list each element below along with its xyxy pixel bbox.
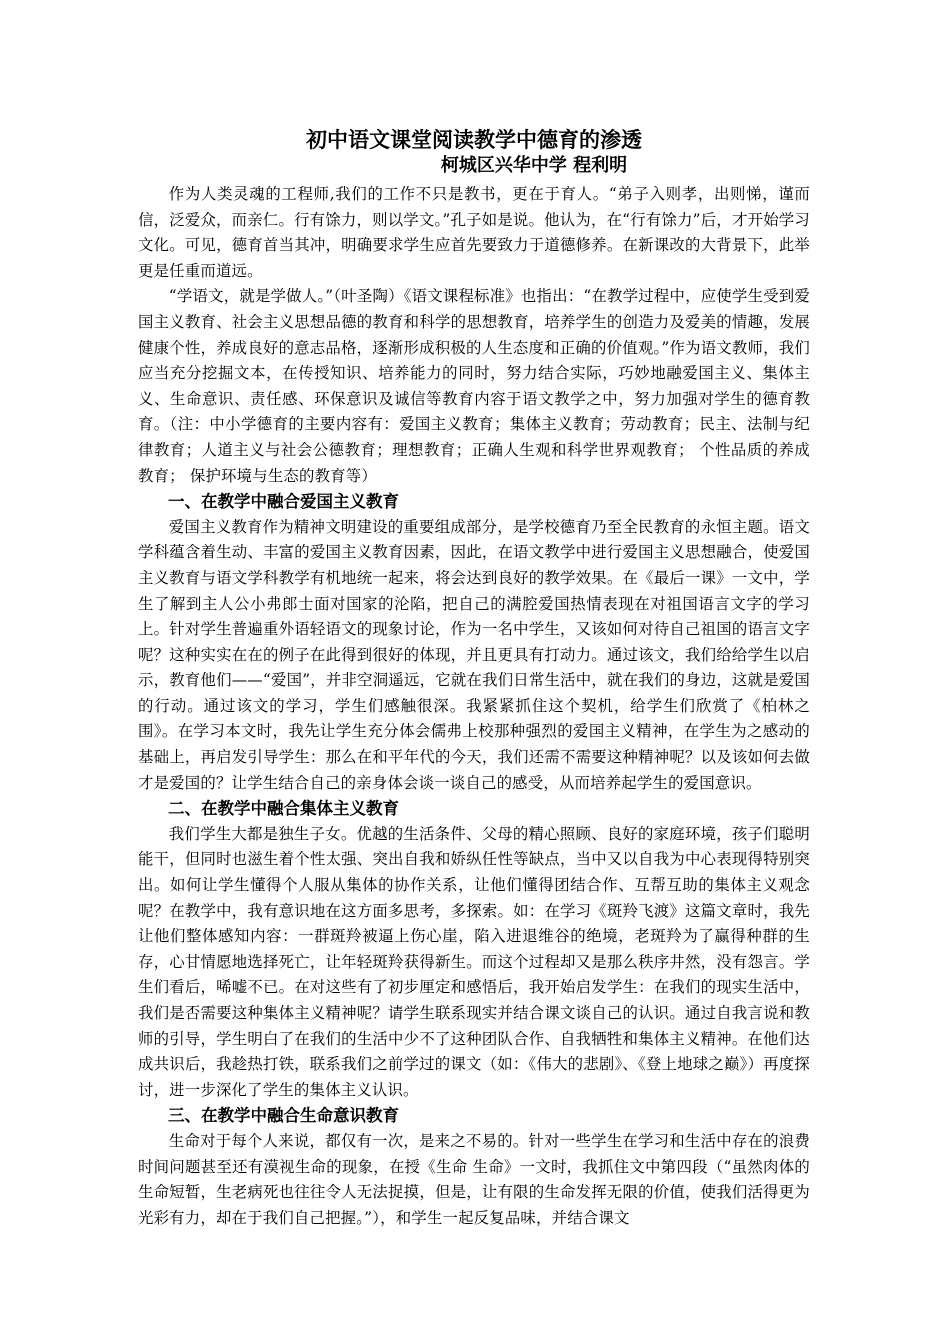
section-heading: 三、在教学中融合生命意识教育 xyxy=(168,1106,399,1126)
section-heading: 二、在教学中融合集体主义教育 xyxy=(168,799,399,819)
document-page xyxy=(138,126,810,1231)
section-heading: 一、在教学中融合爱国主义教育 xyxy=(168,492,399,512)
document-author: 柯城区兴华中学 程利明 xyxy=(440,155,628,176)
section-paragraph: 生命对于每个人来说，都仅有一次，是来之不易的。针对一些学生在学习和生活中存在的浪费时间问题甚至还有漠视生命的现象，在授《生命 生命》一文时，我抓住文中第四段（“虽然肉体的生命短暂，生老病死也往往令人无法捉摸，但是，让有限的生命发挥无限的价值，使我们活得更为光彩有力，却在于我们自己把握。”），和学生一起反复品味，并结合课文 xyxy=(138,1131,810,1227)
intro-paragraph: 作为人类灵魂的工程师,我们的工作不只是教书，更在于育人。“弟子入则孝，出则悌，谨而信，泛爱众，而亲仁。行有馀力，则以学文。”孔子如是说。他认为，在“行有馀力”后，才开始学习文化。可见，德育首当其冲，明确要求学生应首先要致力于道德修养。在新课改的大背景下，此举更是任重而道远。 xyxy=(138,185,810,280)
section-paragraph: 我们学生大都是独生子女。优越的生活条件、父母的精心照顾、良好的家庭环境，孩子们聪明能干，但同时也滋生着个性太强、突出自我和娇纵任性等缺点，当中又以自我为中心表现得特别突出。如何让学生懂得个人服从集体的协作关系，让他们懂得团结合作、互帮互助的集体主义观念呢？在教学中，我有意识地在这方面多思考，多探索。如：在学习《斑羚飞渡》这篇文章时，我先让他们整体感知内容：一群斑羚被逼上伤心崖，陷入进退维谷的绝境，老斑羚为了赢得种群的生存，心甘情愿地选择死亡，让年轻斑羚获得新生。而这个过程却又是那么秩序井然，没有怨言。学生们看后，唏嘘不已。在对这些有了初步厘定和感悟后，我开始启发学生：在我们的现实生活中，我们是否需要这种集体主义精神呢？请学生联系现实并结合课文谈自己的认识。通过自我言说和教师的引导，学生明白了在我们的生活中少不了这种团队合作、自我牺牲和集体主义精神。在他们达成共识后，我趁热打铁，联系我们之前学过的课文（如：《伟大的悲剧》、《登上地球之巅》）再度探讨，进一步深化了学生的集体主义认识。 xyxy=(138,824,810,1099)
document-title: 初中语文课堂阅读教学中德育的渗透 xyxy=(306,127,642,152)
intro-paragraph: “学语文，就是学做人。”（叶圣陶）《语文课程标准》也指出：“在教学过程中，应使学生受到爱国主义教育、社会主义思想品德的教育和科学的思想教育，培养学生的创造力及爱美的情趣，发展健康个性，养成良好的意志品格，逐渐形成积极的人生态度和正确的价值观。”作为语文教师，我们应当充分挖掘文本，在传授知识、培养能力的同时，努力结合实际，巧妙地融爱国主义、集体主义、生命意识、责任感、环保意识及诚信等教育内容于语文教学之中，努力加强对学生的德育教育。（注：中小学德育的主要内容有：爱国主义教育；集体主义教育；劳动教育；民主、法制与纪律教育；人道主义与社会公德教育；理想教育；正确人生观和科学世界观教育； 个性品质的养成教育； 保护环境与生态的教育等） xyxy=(138,287,810,485)
section-paragraph: 爱国主义教育作为精神文明建设的重要组成部分，是学校德育乃至全民教育的永恒主题。语文学科蕴含着生动、丰富的爱国主义教育因素，因此，在语文教学中进行爱国主义思想融合，使爱国主义教育与语文学科教学有机地统一起来，将会达到良好的教学效果。在《最后一课》一文中，学生了解到主人公小弗郎士面对国家的沦陷，把自己的满腔爱国热情表现在对祖国语言文字的学习上。针对学生普遍重外语轻语文的现象讨论，作为一名中学生，又该如何对待自己祖国的语言文字呢？这种实实在在的例子在此得到很好的体现，并且更具有打动力。通过该文，我们给给学生以启示，教育他们——“爱国”，并非空洞遥远，它就在我们日常生活中，就在我们的身边，这就是爱国的行动。通过该文的学习，学生们感触很深。我紧紧抓住这个契机，给学生们欣赏了《柏林之围》。在学习本文时，我先让学生充分体会儒弗上校那种强烈的爱国主义精神，在学生为之感动的基础上，再启发引导学生：那么在和平年代的今天，我们还需不需要这种精神呢？以及该如何去做才是爱国的？让学生结合自己的亲身体会谈一谈自己的感受，从而培养起学生的爱国意识。 xyxy=(138,517,810,792)
